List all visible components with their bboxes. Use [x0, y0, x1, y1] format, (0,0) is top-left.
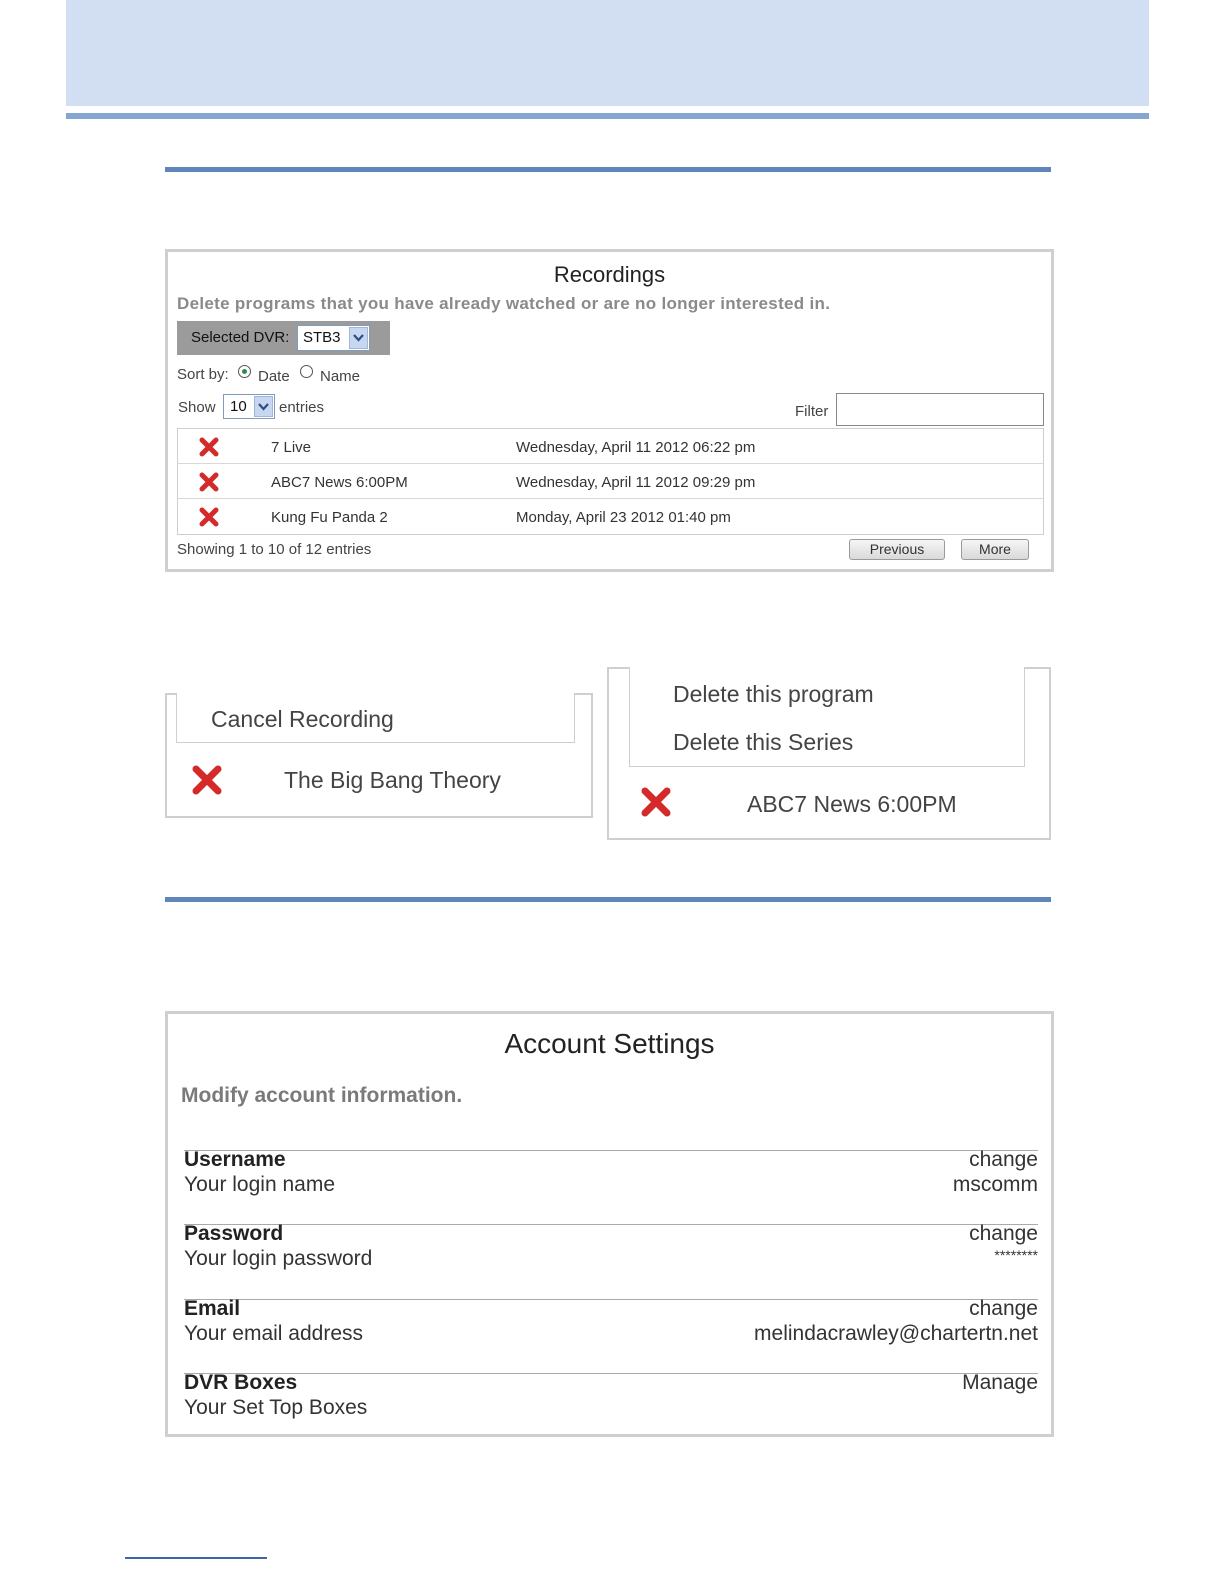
- delete-x-icon[interactable]: [199, 472, 219, 492]
- previous-button[interactable]: Previous: [849, 539, 945, 560]
- recording-date: Wednesday, April 11 2012 09:29 pm: [516, 474, 756, 491]
- table-row: [178, 429, 1043, 464]
- account-row-email: [184, 1299, 1038, 1360]
- cancel-recording-panel: [165, 693, 593, 818]
- account-row-label: Username: [184, 1148, 286, 1171]
- account-row-value: ********: [994, 1247, 1038, 1263]
- section-rule: [165, 897, 1051, 902]
- filter-label: Filter: [795, 403, 829, 420]
- recordings-subtitle: Delete programs that you have already watched or are no longer interested in.: [177, 294, 831, 313]
- recordings-title: Recordings: [553, 262, 666, 287]
- program-title: ABC7 News 6:00PM: [747, 791, 957, 817]
- sort-label: Sort by:: [177, 366, 229, 383]
- section-rule: [165, 167, 1051, 172]
- delete-x-icon[interactable]: [191, 764, 223, 796]
- dvr-select-value: STB3: [303, 329, 341, 346]
- sort-date-radio[interactable]: [238, 365, 251, 378]
- manage-dvr-boxes-link[interactable]: Manage: [962, 1371, 1038, 1394]
- delete-program-option[interactable]: Delete this program: [673, 681, 874, 707]
- account-row-value: mscomm: [952, 1173, 1038, 1196]
- change-email-link[interactable]: change: [969, 1297, 1038, 1320]
- radio-selected-dot: [242, 369, 247, 374]
- sort-date-label: Date: [258, 368, 290, 385]
- header-rule: [66, 113, 1149, 119]
- account-settings-panel: [165, 1011, 1054, 1437]
- delete-x-icon[interactable]: [199, 507, 219, 527]
- delete-program-panel: [607, 667, 1051, 840]
- account-row-username: [184, 1150, 1038, 1211]
- table-row: [178, 499, 1043, 534]
- program-title: The Big Bang Theory: [284, 767, 501, 793]
- account-settings-subtitle: Modify account information.: [181, 1084, 463, 1107]
- footnote-rule: [125, 1557, 267, 1559]
- delete-x-icon[interactable]: [640, 786, 672, 818]
- delete-x-icon[interactable]: [199, 437, 219, 457]
- chevron-down-icon[interactable]: [254, 396, 273, 417]
- account-row-desc: Your login name: [184, 1173, 335, 1196]
- change-password-link[interactable]: change: [969, 1222, 1038, 1245]
- table-row: [178, 464, 1043, 499]
- account-row-label: DVR Boxes: [184, 1371, 298, 1394]
- recording-date: Wednesday, April 11 2012 06:22 pm: [516, 439, 756, 456]
- cancel-recording-option[interactable]: Cancel Recording: [211, 706, 394, 732]
- account-row-password: [184, 1224, 1038, 1285]
- account-row-value: melindacrawley@chartertn.net: [754, 1322, 1038, 1345]
- cancel-recording-menu: [176, 693, 575, 743]
- entries-count-value: 10: [230, 398, 247, 415]
- delete-options-menu: [629, 667, 1025, 767]
- dvr-select[interactable]: [297, 325, 370, 351]
- filter-input[interactable]: [836, 393, 1044, 426]
- show-label: Show: [178, 399, 216, 416]
- recording-name: ABC7 News 6:00PM: [271, 474, 408, 491]
- change-username-link[interactable]: change: [969, 1148, 1038, 1171]
- dvr-label: Selected DVR:: [191, 329, 290, 346]
- more-button[interactable]: More: [961, 539, 1029, 560]
- pagination-info: Showing 1 to 10 of 12 entries: [177, 541, 372, 558]
- account-row-label: Password: [184, 1222, 284, 1245]
- entries-label: entries: [279, 399, 325, 416]
- page-header-band: [66, 0, 1149, 106]
- account-row-desc: Your email address: [184, 1322, 363, 1345]
- recording-name: 7 Live: [271, 439, 312, 456]
- delete-series-option[interactable]: Delete this Series: [673, 729, 854, 755]
- sort-name-label: Name: [320, 368, 361, 385]
- recording-date: Monday, April 23 2012 01:40 pm: [516, 509, 731, 526]
- entries-count-select[interactable]: [223, 394, 275, 419]
- recordings-table: [177, 428, 1044, 535]
- chevron-down-icon[interactable]: [349, 327, 368, 349]
- recordings-panel: [165, 249, 1054, 572]
- account-row-desc: Your login password: [184, 1247, 373, 1270]
- account-row-label: Email: [184, 1297, 241, 1320]
- dvr-selector-bar: [177, 321, 390, 355]
- account-row-dvr-boxes: [184, 1373, 1038, 1434]
- recording-name: Kung Fu Panda 2: [271, 509, 388, 526]
- sort-name-radio[interactable]: [300, 365, 313, 378]
- account-settings-title: Account Settings: [504, 1028, 715, 1059]
- account-row-desc: Your Set Top Boxes: [184, 1396, 368, 1419]
